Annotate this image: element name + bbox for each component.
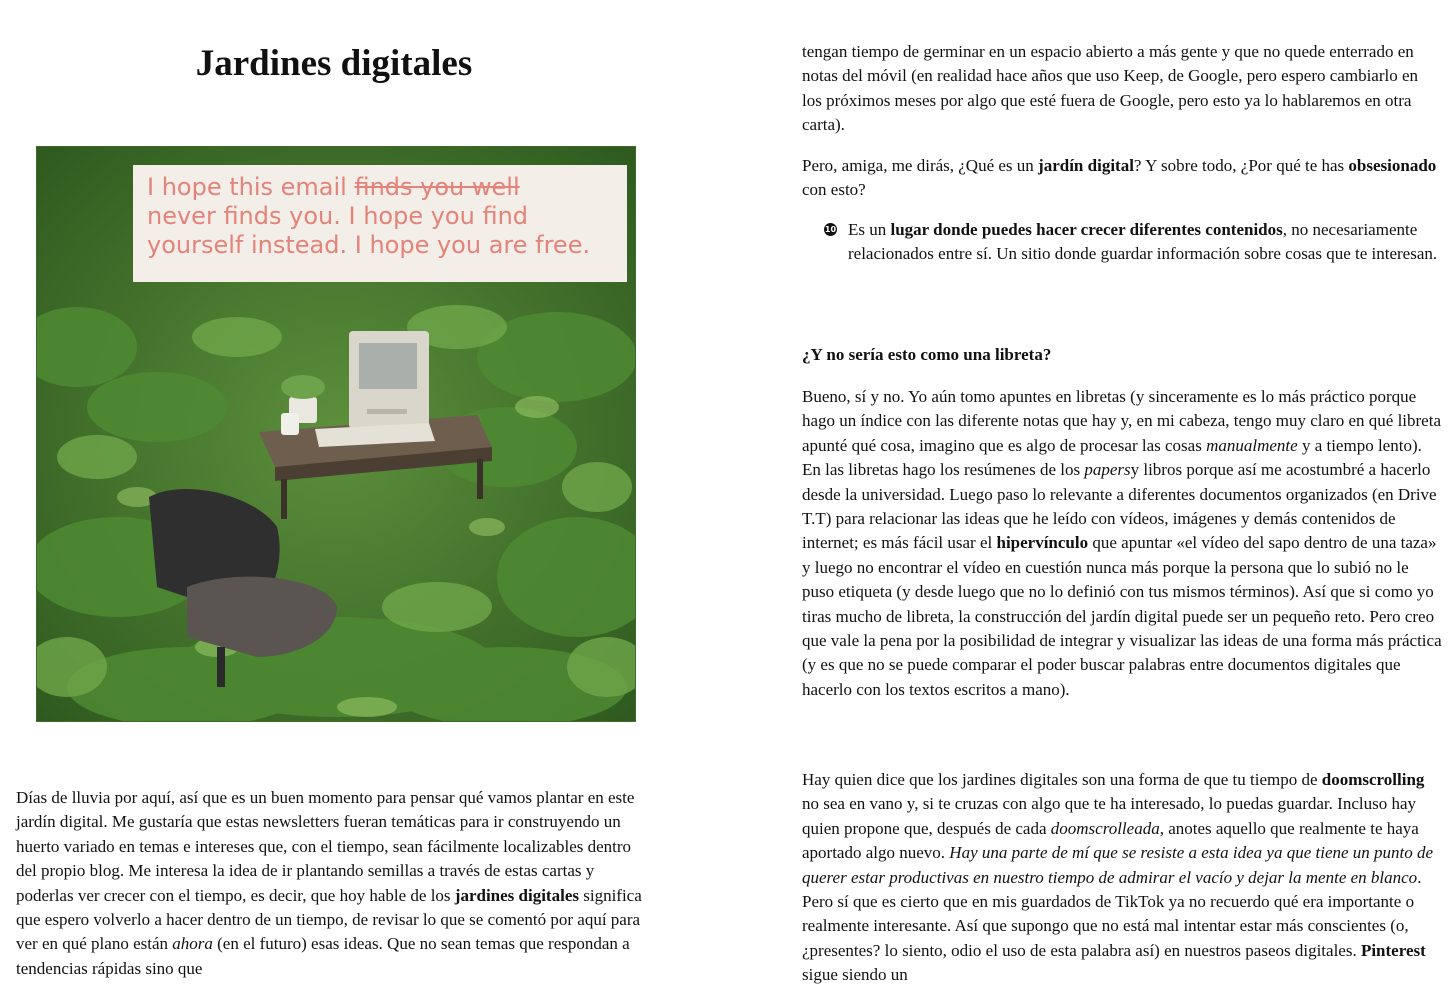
doomscrolling-paragraph xyxy=(802,768,1442,988)
text-run: . Pero sí que es cierto que en mis guardados de TikTok ya no recuerdo qué era importante o realmente interesante. Así que supongo que no está mal intentar estar más conscientes (o, ¿presentes? lo siento, odio el uso de esta palabra así) en nuestros paseos digitales. xyxy=(802,867,1422,960)
numbered-circle-icon: 10 xyxy=(824,225,837,234)
bold-term: lugar donde puedes hacer crecer diferentes contenidos xyxy=(890,220,1283,239)
text-run: Bueno, sí y no. Yo aún tomo apuntes en libretas (y sinceramente es lo más práctico porque hago un índice con las diferente notas que hay y, en mi cabeza, tengo muy claro en qué libreta apunté qué cosa, imagino que es algo de procesar las cosas xyxy=(802,387,1441,455)
text-run: , anotes aquello que realmente te haya aportado algo nuevo. xyxy=(802,818,1419,863)
italic-term: manualmente xyxy=(1206,435,1298,455)
libreta-paragraph xyxy=(802,385,1442,702)
text-run: Es un xyxy=(848,220,891,239)
quote-line-3: yourself instead. I hope you are free. xyxy=(147,231,591,259)
text-run: que apuntar «el vídeo del sapo dentro de una taza» y luego no encontrar el vídeo en cuestión nunca más porque la persona que lo subió no le puso etiqueta (y desde luego que no lo definió con tus mismos términos). Así que si como yo tiras mucho de libreta, la construcción del jardín digital puede ser un pequeño reto. Pero creo que vale la pena por la posibilidad de integrar y visualizar las ideas de una forma más práctica (y es que no se puede comparar el poder buscar palabras entre documentos digitales que hacerlo con los textos escritos a mano). xyxy=(802,533,1442,699)
text-run: significa que espero volverlo a hacer dentro de un tiempo, de revisar lo que se comentó por aquí para ver en qué plano están xyxy=(16,885,642,954)
italic-term: ahora xyxy=(172,934,213,954)
text-run: , no necesariamente relacionados entre sí. Un sitio donde guardar información sobre cosas que te interesan. xyxy=(848,220,1438,264)
quote-line-1 xyxy=(147,173,617,202)
text-run: sigue siendo un xyxy=(802,965,908,985)
intro-paragraph xyxy=(16,786,656,981)
bold-term: hipervínculo xyxy=(996,533,1089,553)
text-run: y a tiempo lento). En las libretas hago los resúmenes de los xyxy=(802,435,1422,480)
document-title: Jardines digitales xyxy=(195,43,473,84)
right-page xyxy=(790,0,1450,1007)
text-run: ? Y sobre todo, ¿Por qué te has xyxy=(1133,156,1349,175)
quote-strikethrough: finds you well xyxy=(354,173,520,201)
text-run: Días de lluvia por aquí, así que es un buen momento para pensar qué vamos plantar en este jardín digital. Me gustaría que estas newsletters fueran temáticas para ir construyendo un huerto variado en temas e intereses que, con el tiempo, sean fácilmente localizables dentro del propio blog. Me interesa la idea de ir plantando semillas a través de estas cartas y poderlas ver crecer con el tiempo, es decir, que hoy hable de los xyxy=(16,788,635,905)
text-run: Pero, amiga, me dirás, ¿Qué es un xyxy=(802,156,1039,175)
section-heading: ¿Y no sería esto como una libreta? xyxy=(802,345,1052,364)
question-paragraph xyxy=(802,154,1442,203)
bold-term: doomscrolling xyxy=(1321,770,1425,789)
quote-line-1-text: I hope this email xyxy=(147,173,355,201)
text-run: no sea en vano y, si te cruzas con algo que te ha interesado, lo puedas guardar. Incluso hay quien propone que, después de cada xyxy=(802,794,1416,838)
quote-overlay xyxy=(133,165,627,282)
italic-term: doomscrolleada xyxy=(1050,818,1160,838)
bold-term: jardín digital xyxy=(1038,156,1134,175)
garden-photo xyxy=(36,146,636,722)
text-run: con esto? xyxy=(802,180,866,200)
bold-term: Pinterest xyxy=(1360,940,1426,960)
text-run: (en el futuro) esas ideas. Que no sean temas que respondan a tendencias rápidas sino que xyxy=(16,934,630,978)
italic-term: papers xyxy=(1084,460,1131,480)
left-page xyxy=(0,0,660,1007)
text-run: Hay quien dice que los jardines digitales son una forma de que tu tiempo de xyxy=(802,770,1322,789)
bold-term: jardines digitales xyxy=(454,885,579,905)
continued-paragraph: tengan tiempo de germinar en un espacio abierto a más gente y que no quede enterrado en notas del móvil (en realidad hace años que uso Keep, de Google, pero espero cambiarlo en los próximos meses por algo que esté fuera de Google, pero esto ya lo hablaremos en otra carta). xyxy=(802,42,1419,135)
italic-aside: Hay una parte de mí que se resiste a esta idea ya que tiene un punto de querer estar productivas en nuestro tiempo de admirar el vacío y dejar la mente en blanco xyxy=(802,843,1434,887)
bold-term: obsesionado xyxy=(1348,156,1437,175)
text-run: y libros porque así me acostumbré a hacerlo desde la universidad. Luego paso lo relevante a diferentes documentos organizados (en Drive T.T) para relacionar las ideas que he leído con vídeos, imágenes y demás contenidos de internet; es más fácil usar el xyxy=(802,460,1437,553)
quote-line-2: never finds you. I hope you find xyxy=(147,202,529,230)
bullet-item xyxy=(824,218,1456,267)
